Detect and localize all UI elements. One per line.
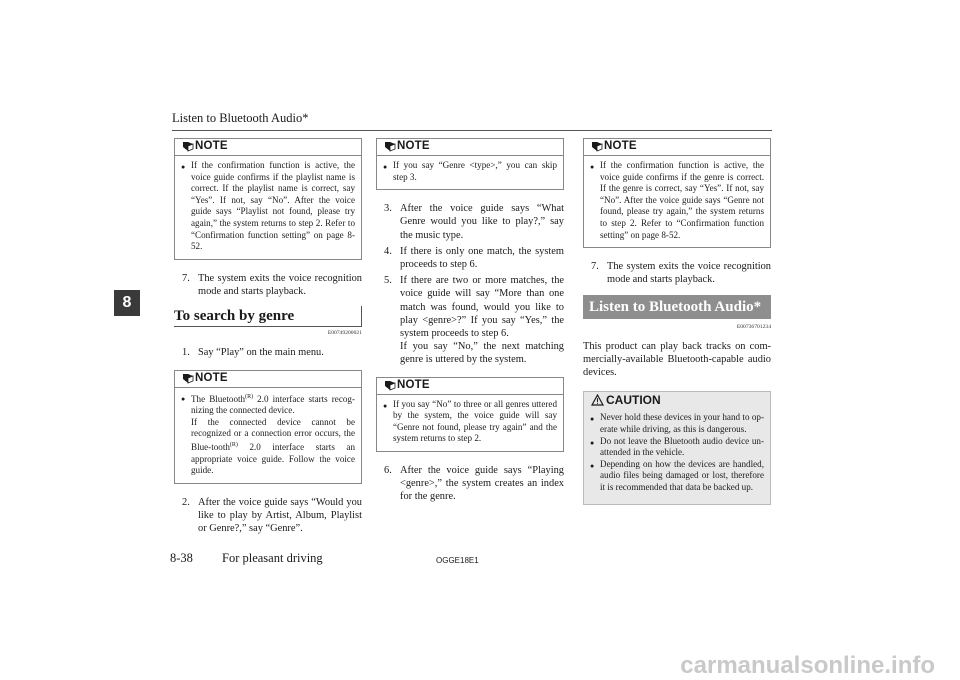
step-item <box>376 464 564 504</box>
chapter-tab: 8 <box>114 290 140 316</box>
step-text: If there is only one match, the system proceeds to step 6. <box>400 245 564 270</box>
watermark: carmanualsonline.info <box>680 652 935 679</box>
step-number: 2. <box>182 496 190 508</box>
banner-code: E00736701234 <box>736 323 771 330</box>
caution-label: CAUTION <box>606 393 661 408</box>
step-item <box>583 260 771 286</box>
bullet-icon: ● <box>383 164 388 171</box>
note-header <box>377 139 563 156</box>
step-item <box>376 274 564 366</box>
step-text: The system exits the voice recognition mode and starts playback. <box>198 272 362 297</box>
section-banner <box>583 295 771 319</box>
note-box <box>174 138 362 260</box>
caution-box <box>583 391 771 504</box>
step-number: 3. <box>384 203 392 215</box>
note-icon <box>182 141 194 156</box>
note-icon <box>591 141 603 156</box>
step-item <box>376 202 564 242</box>
note-text: If you say “No” to three or all genres uttered by the system, the voice guide will say “Genre not found, please try again” and the system returns to step 2. <box>393 398 557 444</box>
footer-section-name: For pleasant driving <box>222 551 323 565</box>
step-item <box>174 496 362 536</box>
note-label: NOTE <box>195 371 228 384</box>
banner-title: Listen to Bluetooth Audio* <box>589 298 762 315</box>
bullet-icon: ● <box>383 402 388 410</box>
step-text: Say “Play” on the main menu. <box>198 347 324 359</box>
note-header <box>377 378 563 395</box>
column-2 <box>376 138 564 507</box>
note-icon <box>384 380 396 395</box>
step-text: After the voice guide says “What Genre would you like to play?,” say the music type. <box>400 203 564 241</box>
note-header <box>584 139 770 156</box>
bullet-icon: ● <box>590 416 595 424</box>
bullet-icon: ● <box>181 395 186 403</box>
note-header <box>175 371 361 388</box>
note-label: NOTE <box>397 140 430 152</box>
step-number: 1. <box>182 347 190 359</box>
bullet-icon: ● <box>590 164 595 171</box>
header-rule <box>172 130 772 131</box>
step-item <box>376 245 564 271</box>
caution-item: ● Do not leave the Bluetooth audio device un-attended in the vehicle. <box>590 435 764 458</box>
note-box <box>174 370 362 484</box>
caution-item: ● Never hold these devices in your hand to op-erate while driving, as this is dangerous. <box>590 412 764 434</box>
footer-doc-code: OGGE18E1 <box>436 556 479 565</box>
step-item <box>174 272 362 298</box>
note-label: NOTE <box>397 378 430 391</box>
step-text: After the voice guide says “Playing <genre>,” the system creates an index for the genre. <box>400 465 564 503</box>
note-label: NOTE <box>195 140 228 152</box>
bullet-icon: ● <box>590 462 595 470</box>
step-text: The system exits the voice recognition mode and starts playback. <box>607 261 771 286</box>
warning-triangle-icon <box>591 394 604 410</box>
column-3 <box>583 138 771 505</box>
footer-page-number: 8-38 <box>170 551 193 565</box>
section-code: E00749200021 <box>327 330 362 337</box>
step-number: 5. <box>384 275 392 287</box>
step-text: If there are two or more matches, the voice guide will say “More than one match was found, would you like to play <genre>?” If you say “Yes,” the system proceeds to step 6. If you say “No,” the next matching genre is uttered by the system. <box>400 275 564 366</box>
section-heading <box>174 306 362 327</box>
step-text: After the voice guide says “Would you like to play by Artist, Album, Playlist or Genre?,” say “Genre”. <box>198 496 362 535</box>
note-box <box>376 377 564 452</box>
note-box <box>583 138 771 248</box>
note-text: If you say “Genre <type>,” you can skip step 3. <box>393 160 557 182</box>
section-title: To search by genre <box>174 308 295 325</box>
step-number: 4. <box>384 245 392 257</box>
intro-paragraph: This product can play back tracks on com-mercially-available Bluetooth-capable audio devices. <box>583 340 771 379</box>
note-label: NOTE <box>604 140 637 152</box>
note-text: If the confirmation function is active, the voice guide confirms if the playlist name is correct. If the playlist name is correct, say “Yes”. If not, say “No”. After the voice guide says “Playlist not found, please try again,” the system returns to step 2. Refer to “Confirmation function setting” on page 8-52. <box>191 160 355 252</box>
page-header-title: Listen to Bluetooth Audio* <box>172 111 309 125</box>
bullet-icon: ● <box>590 439 595 447</box>
column-1 <box>174 138 362 538</box>
note-text: The Bluetooth$^{(R)}$ 2.0 interface starts recog-nizing the connected device. If the connected device cannot be recognized or a connection error occurs, the Blue-tooth$^{(R)}$ 2.0 interface starts an appropriate voice guide. Follow the voice guide. <box>191 393 355 476</box>
note-box <box>376 138 564 190</box>
note-icon <box>182 373 194 388</box>
note-text: If the confirmation function is active, the voice guide confirms if the genre is correct. If the genre is correct, say “Yes”. If not, say “No”. After the voice guide says “Genre not found, please try again,” the system returns to step 2. Refer to “Confirmation function setting” on page 8-52. <box>600 160 764 240</box>
step-number: 6. <box>384 465 392 476</box>
note-header <box>175 139 361 156</box>
step-item <box>174 346 362 359</box>
step-number: 7. <box>182 272 190 284</box>
bullet-icon: ● <box>181 164 186 171</box>
note-icon <box>384 141 396 156</box>
caution-item: ● Depending on how the devices are handled, audio files being damaged or lost, therefore it is recommended that data be backed up. <box>590 458 764 492</box>
caution-header <box>584 392 770 410</box>
section-rule-tick <box>361 306 362 326</box>
step-number: 7. <box>591 261 599 273</box>
